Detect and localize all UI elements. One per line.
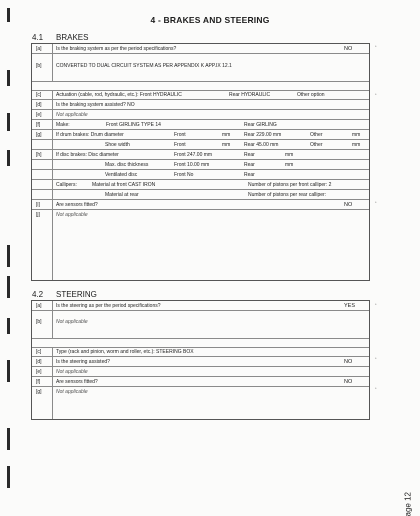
section-title: STEERING	[56, 290, 97, 299]
section-number: 4.2	[32, 290, 44, 299]
ventilated-rear: Rear	[244, 172, 255, 178]
disc-front: Front 247.00 mm	[174, 152, 213, 158]
make-rear: Rear GIRLING	[244, 122, 277, 128]
answer-value: YES	[344, 303, 356, 309]
table-row	[32, 140, 369, 150]
question-text: Is the steering as per the period specifications?	[56, 303, 161, 309]
table-row	[32, 301, 369, 311]
unit-mm: mm	[285, 152, 294, 158]
question-text: Are sensors fitted?	[56, 379, 98, 385]
table-row	[32, 311, 369, 339]
callipers-label: Callipers:	[56, 182, 77, 188]
thickness-front: Front 10.00 mm	[174, 162, 210, 168]
table-row	[32, 367, 369, 377]
calliper-front-pistons: Number of pistons per front calliper: 2	[248, 182, 332, 188]
actuation-other: Other option	[297, 92, 325, 98]
page-title: 4 - BRAKES AND STEERING	[150, 15, 270, 25]
binding-mark	[7, 466, 10, 488]
item-ref: [a]	[36, 46, 42, 52]
answer-value: NO	[344, 46, 353, 52]
calliper-rear-pistons: Number of pistons per rear calliper:	[248, 192, 327, 198]
disc-rear: Rear	[244, 152, 255, 158]
ventilated-front: Front No	[174, 172, 194, 178]
table-row	[32, 190, 369, 200]
calliper-rear-material: Material at rear	[105, 192, 139, 198]
table-row	[32, 200, 369, 210]
section-title: BRAKES	[56, 33, 89, 42]
table-row	[32, 120, 369, 130]
margin-mark: *	[375, 302, 377, 307]
not-applicable-text: Not applicable	[56, 212, 88, 218]
answer-text: CONVERTED TO DUAL CIRCUIT SYSTEM AS PER APPENDIX K APP.IX 12.1	[56, 63, 232, 69]
answer-value: NO	[344, 202, 353, 208]
table-row	[32, 54, 369, 82]
item-ref: [g]	[36, 389, 42, 395]
table-row	[32, 357, 369, 367]
table-row	[32, 44, 369, 54]
item-ref: [f]	[36, 122, 41, 128]
calliper-front-material: Material at front CAST IRON	[92, 182, 156, 188]
binding-mark	[7, 318, 10, 334]
item-ref: [h]	[36, 152, 42, 158]
item-ref: [e]	[36, 112, 42, 118]
drum-other: Other	[310, 132, 323, 138]
margin-mark: *	[375, 200, 377, 205]
margin-mark: *	[375, 356, 377, 361]
answer-value: NO	[344, 359, 353, 365]
binding-mark	[7, 360, 10, 382]
steering-table	[31, 300, 370, 420]
unit-mm: mm	[285, 162, 294, 168]
not-applicable-text: Not applicable	[56, 389, 88, 395]
margin-mark: *	[375, 386, 377, 391]
table-row	[32, 387, 369, 397]
unit-mm: mm	[222, 142, 231, 148]
binding-mark	[7, 276, 10, 298]
item-ref: [b]	[36, 319, 42, 325]
disc-thickness-label: Max. disc thickness	[105, 162, 149, 168]
make-front: Front GIRLING TYPE 14	[106, 122, 161, 128]
table-row	[32, 110, 369, 120]
binding-mark	[7, 70, 10, 86]
thickness-rear: Rear	[244, 162, 255, 168]
question-text: Is the steering assisted?	[56, 359, 110, 365]
item-ref: [j]	[36, 212, 40, 218]
unit-mm: mm	[222, 132, 231, 138]
binding-mark	[7, 150, 10, 166]
table-row	[32, 180, 369, 190]
actuation-text: Actuation (cable, rod, hydraulic, etc.): Front HYDRAULIC	[56, 92, 182, 98]
table-row	[32, 130, 369, 140]
item-ref: [e]	[36, 369, 42, 375]
item-ref: [d]	[36, 359, 42, 365]
table-row	[32, 210, 369, 220]
table-row	[32, 150, 369, 160]
item-ref: [b]	[36, 63, 42, 69]
steering-type-text: Type (rack and pinion, worm and roller, etc.): STEERING BOX	[56, 349, 194, 355]
table-row	[32, 347, 369, 357]
drum-front: Front	[174, 132, 186, 138]
unit-mm: mm	[352, 142, 361, 148]
answer-value: NO	[344, 379, 353, 385]
item-ref: [a]	[36, 303, 42, 309]
brakes-table	[31, 43, 370, 281]
drum-rear: Rear 229.00 mm	[244, 132, 282, 138]
shoe-rear: Rear 45.00 mm	[244, 142, 279, 148]
shoe-width-label: Shoe width	[105, 142, 130, 148]
section-number: 4.1	[32, 33, 44, 42]
item-ref: [f]	[36, 379, 41, 385]
margin-mark: *	[375, 44, 377, 49]
item-ref: [d]	[36, 102, 42, 108]
not-applicable-text: Not applicable	[56, 369, 88, 375]
drum-diameter-label: If drum brakes: Drum diameter	[56, 132, 124, 138]
binding-mark	[7, 245, 10, 267]
shoe-other: Other	[310, 142, 323, 148]
binding-mark	[7, 113, 10, 131]
item-ref: [g]	[36, 132, 42, 138]
not-applicable-text: Not applicable	[56, 112, 88, 118]
unit-mm: mm	[352, 132, 361, 138]
not-applicable-text: Not applicable	[56, 319, 88, 325]
margin-mark: *	[375, 92, 377, 97]
ventilated-label: Ventilated disc	[105, 172, 138, 178]
table-row	[32, 170, 369, 180]
table-row	[32, 90, 369, 100]
page-number: age 12	[403, 492, 412, 516]
table-row	[32, 160, 369, 170]
shoe-front: Front	[174, 142, 186, 148]
binding-mark	[7, 428, 10, 450]
table-row	[32, 377, 369, 387]
disc-diameter-label: If disc brakes: Disc diameter	[56, 152, 119, 158]
question-text: Are sensors fitted?	[56, 202, 98, 208]
question-text: Is the braking system as per the period specifications?	[56, 46, 177, 52]
assisted-text: Is the braking system assisted? NO	[56, 102, 135, 108]
item-ref: [i]	[36, 202, 40, 208]
actuation-rear: Rear HYDRAULIC	[229, 92, 271, 98]
item-ref: [c]	[36, 349, 42, 355]
item-ref: [c]	[36, 92, 42, 98]
make-label: Make:	[56, 122, 70, 128]
table-row	[32, 100, 369, 110]
